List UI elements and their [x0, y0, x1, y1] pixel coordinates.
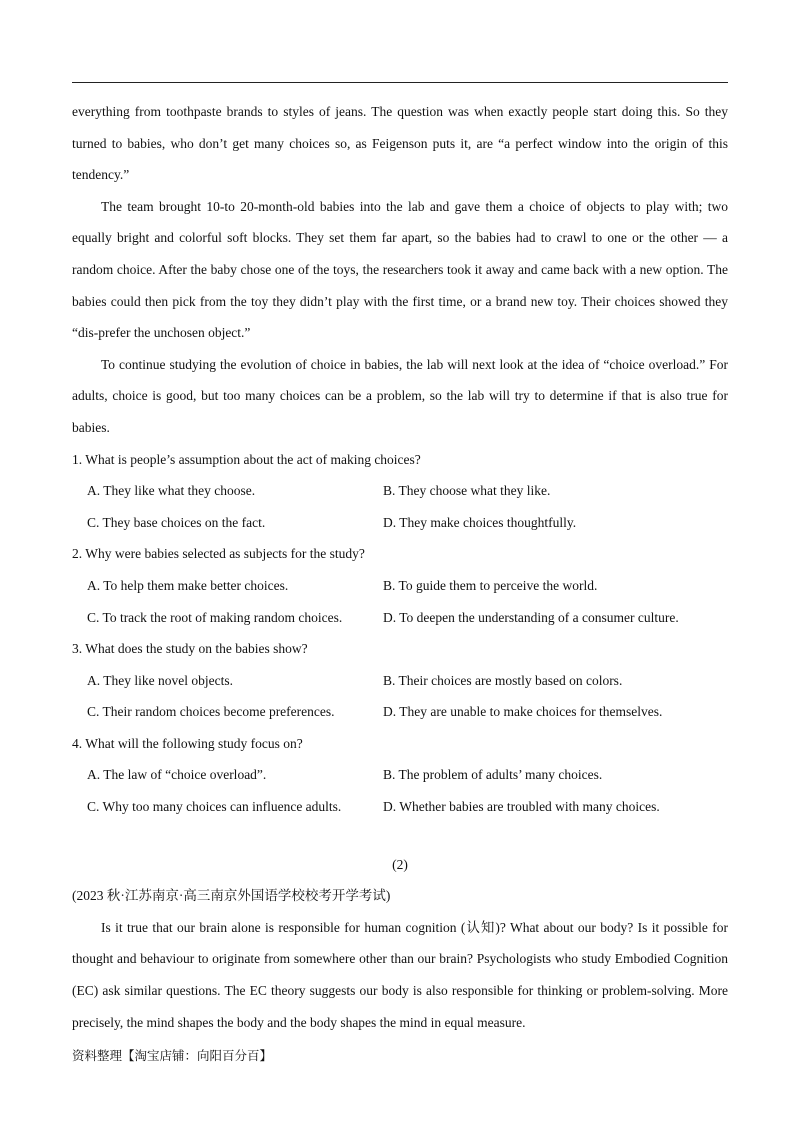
- option-row: [72, 507, 728, 539]
- option-d: D. They are unable to make choices for themselves.: [383, 704, 663, 720]
- option-a: A. To help them make better choices.: [87, 577, 289, 593]
- document-body: [72, 96, 728, 1038]
- source-line: (2023 秋·江苏南京·高三南京外国语学校校考开学考试): [72, 888, 391, 904]
- option-c: C. To track the root of making random choices.: [87, 609, 343, 625]
- option-c: C. Why too many choices can influence adults.: [87, 799, 342, 815]
- question-2: [72, 538, 728, 633]
- option-a: A. The law of “choice overload”.: [87, 767, 267, 783]
- option-a: A. They like what they choose.: [87, 483, 256, 499]
- option-row: [72, 759, 728, 791]
- option-row: [72, 696, 728, 728]
- option-b: B. The problem of adults’ many choices.: [383, 767, 603, 783]
- option-b: B. To guide them to perceive the world.: [383, 577, 598, 593]
- passage1-paragraph-2: The team brought 10-to 20-month-old babies into the lab and gave them a choice of objects to play with; two equally bright and colorful soft blocks. They set them far apart, so the babies had to crawl to one or the other — a random choice. After the baby chose one of the toys, the researchers took it away and came back with a new option. The babies could then pick from the toy they didn’t play with the first time, or a brand new toy. Their choices showed they “dis-prefer the unchosen object.”: [72, 198, 728, 341]
- passage2-paragraph-1: Is it true that our brain alone is responsible for human cognition (认知)? What about our body? Is it possible for thought and behaviour to originate from somewhere other than our brain? Psychologists who study Embodied Cognition (EC) ask similar questions. The EC theory suggests our body is also responsible for thinking or problem-solving. More precisely, the mind shapes the body and the body shapes the mind in equal measure.: [72, 919, 728, 1030]
- option-row: [72, 602, 728, 634]
- passage1-paragraph-1: everything from toothpaste brands to styles of jeans. The question was when exactly people start doing this. So they turned to babies, who don’t get many choices so, as Feigenson puts it, are “a perfect window into the origin of this tendency.”: [72, 104, 728, 183]
- header-rule: [72, 82, 728, 83]
- option-row: [72, 791, 728, 823]
- question-stem: 3. What does the study on the babies show?: [72, 641, 308, 657]
- option-d: D. To deepen the understanding of a consumer culture.: [383, 609, 679, 625]
- option-row: [72, 570, 728, 602]
- option-c: C. Their random choices become preferences.: [87, 704, 335, 720]
- option-row: [72, 475, 728, 507]
- option-b: B. Their choices are mostly based on colors.: [383, 672, 623, 688]
- question-stem: 1. What is people’s assumption about the act of making choices?: [72, 451, 421, 467]
- question-stem: 4. What will the following study focus on?: [72, 735, 303, 751]
- option-b: B. They choose what they like.: [383, 483, 551, 499]
- section-number: (2): [392, 856, 408, 872]
- option-row: [72, 665, 728, 697]
- question-stem: 2. Why were babies selected as subjects for the study?: [72, 546, 365, 562]
- option-c: C. They base choices on the fact.: [87, 514, 266, 530]
- question-3: [72, 633, 728, 728]
- question-1: [72, 444, 728, 539]
- question-4: [72, 728, 728, 823]
- passage1-paragraph-3: To continue studying the evolution of choice in babies, the lab will next look at the idea of “choice overload.” For adults, choice is good, but too many choices can be a problem, so the lab will try to determine if that is also true for babies.: [72, 356, 728, 435]
- option-a: A. They like novel objects.: [87, 672, 233, 688]
- option-d: D. They make choices thoughtfully.: [383, 514, 577, 530]
- option-d: D. Whether babies are troubled with many choices.: [383, 799, 660, 815]
- footer-note: 资料整理【淘宝店铺：向阳百分百】: [72, 1048, 273, 1063]
